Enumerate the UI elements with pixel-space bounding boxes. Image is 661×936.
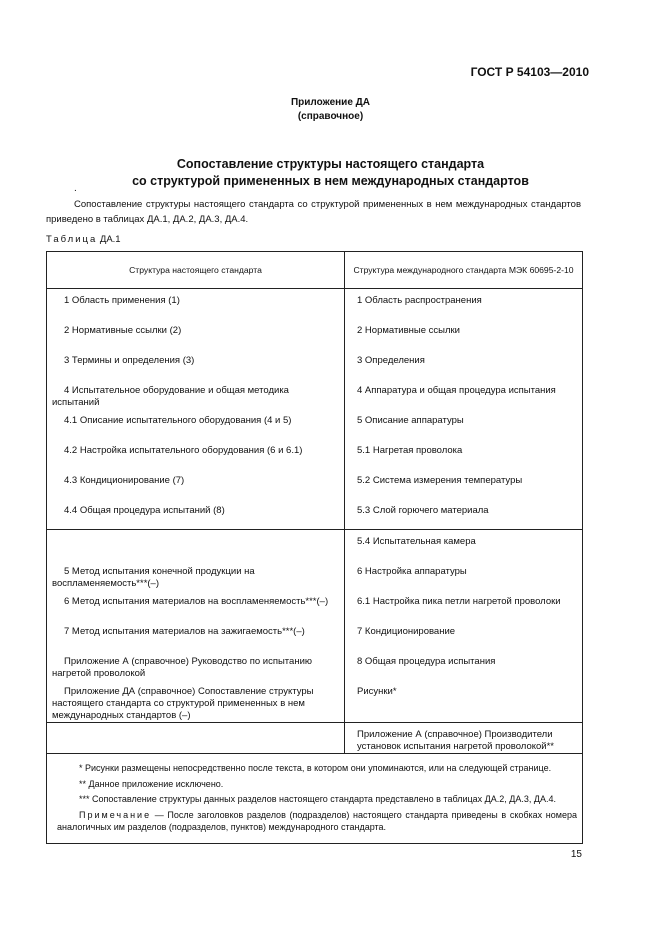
international-structure-cell: 5.2 Система измерения температуры xyxy=(345,469,583,499)
footnotes-cell xyxy=(47,754,583,844)
table-row xyxy=(47,650,583,680)
table-row xyxy=(47,379,583,409)
footnote: ** Данное приложение исключено. xyxy=(79,778,224,789)
table-row xyxy=(47,530,583,561)
table-row xyxy=(47,680,583,723)
national-structure-cell: Приложение ДА (справочное) Сопоставление структуры настоящего стандарта со структурой примененных в нем международных стандартов (–) xyxy=(47,680,345,723)
international-structure-cell: 1 Область распространения xyxy=(345,289,583,320)
table-caption-label: Таблица xyxy=(46,234,98,245)
international-structure-cell: 2 Нормативные ссылки xyxy=(345,319,583,349)
national-structure-cell: 4.1 Описание испытательного оборудования (4 и 5) xyxy=(47,409,345,439)
national-structure-cell: 2 Нормативные ссылки (2) xyxy=(47,319,345,349)
comparison-table xyxy=(46,251,583,844)
intro-paragraph: Сопоставление структуры настоящего стандарта со структурой примененных в нем международных стандартов приведено в таблицах ДА.1, ДА.2, ДА.3, ДА.4. xyxy=(46,199,581,225)
table-row xyxy=(47,620,583,650)
international-structure-cell: 6.1 Настройка пика петли нагретой проволоки xyxy=(345,590,583,620)
table-caption xyxy=(46,234,121,245)
national-structure-cell: 1 Область применения (1) xyxy=(47,289,345,320)
national-structure-cell: 3 Термины и определения (3) xyxy=(47,349,345,379)
note-text: — После заголовков разделов (подразделов) настоящего стандарта приведены в скобках номера аналогичных им разделов (подразделов, пунктов) международного стандарта. xyxy=(57,809,577,832)
table-row xyxy=(47,560,583,590)
national-structure-cell: 4.2 Настройка испытательного оборудования (6 и 6.1) xyxy=(47,439,345,469)
appendix-title: Приложение ДА xyxy=(290,97,371,108)
table-row xyxy=(47,289,583,320)
table-row xyxy=(47,499,583,530)
national-structure-cell: 6 Метод испытания материалов на воспламеняемость***(–) xyxy=(47,590,345,620)
national-structure-cell: Приложение А (справочное) Руководство по испытанию нагретой проволокой xyxy=(47,650,345,680)
international-structure-cell: 4 Аппаратура и общая процедура испытания xyxy=(345,379,583,409)
footnote: * Рисунки размещены непосредственно после текста, в котором они упоминаются, или на следующей странице. xyxy=(79,763,552,773)
international-structure-cell: 5 Описание аппаратуры xyxy=(345,409,583,439)
header-cell-national: Структура настоящего стандарта xyxy=(47,252,345,289)
table-row xyxy=(47,723,583,754)
page-number: 15 xyxy=(570,849,582,860)
international-structure-cell: Приложение А (справочное) Производители установок испытания нагретой проволокой** xyxy=(345,723,583,754)
table-row xyxy=(47,349,583,379)
international-structure-cell: 5.4 Испытательная камера xyxy=(345,530,583,561)
international-structure-cell: 5.3 Слой горючего материала xyxy=(345,499,583,530)
international-structure-cell: 7 Кондиционирование xyxy=(345,620,583,650)
table-note xyxy=(57,809,577,834)
national-structure-cell: 7 Метод испытания материалов на зажигаемость***(–) xyxy=(47,620,345,650)
table-caption-id: ДА.1 xyxy=(99,234,121,245)
appendix-heading xyxy=(0,96,661,124)
title-line-1: Сопоставление структуры настоящего стандарта xyxy=(176,157,485,171)
national-structure-cell: 4.4 Общая процедура испытаний (8) xyxy=(47,499,345,530)
table-row xyxy=(47,590,583,620)
national-structure-cell: 4.3 Кондиционирование (7) xyxy=(47,469,345,499)
note-label: Примечание xyxy=(79,809,152,820)
table-row xyxy=(47,409,583,439)
national-structure-cell xyxy=(47,530,345,561)
national-structure-cell: 4 Испытательное оборудование и общая методика испытаний xyxy=(47,379,345,409)
stray-dot: . xyxy=(74,183,77,194)
table-header-row xyxy=(47,252,583,289)
standard-number: ГОСТ Р 54103—2010 xyxy=(470,65,589,79)
document-title xyxy=(0,156,661,190)
title-line-2: со структурой примененных в нем международных стандартов xyxy=(132,174,529,188)
table-row xyxy=(47,319,583,349)
table-footnotes-row xyxy=(47,754,583,844)
international-structure-cell: 3 Определения xyxy=(345,349,583,379)
table-row xyxy=(47,469,583,499)
table-row xyxy=(47,439,583,469)
international-structure-cell: 5.1 Нагретая проволока xyxy=(345,439,583,469)
international-structure-cell: Рисунки* xyxy=(345,680,583,723)
national-structure-cell xyxy=(47,723,345,754)
international-structure-cell: 6 Настройка аппаратуры xyxy=(345,560,583,590)
appendix-type: (справочное) xyxy=(297,111,364,122)
header-cell-international: Структура международного стандарта МЭК 60695-2-10 xyxy=(345,252,583,289)
international-structure-cell: 8 Общая процедура испытания xyxy=(345,650,583,680)
footnote: *** Сопоставление структуры данных разделов настоящего стандарта представлено в таблицах ДА.2, ДА.3, ДА.4. xyxy=(79,794,556,804)
national-structure-cell: 5 Метод испытания конечной продукции на воспламеняемость***(–) xyxy=(47,560,345,590)
